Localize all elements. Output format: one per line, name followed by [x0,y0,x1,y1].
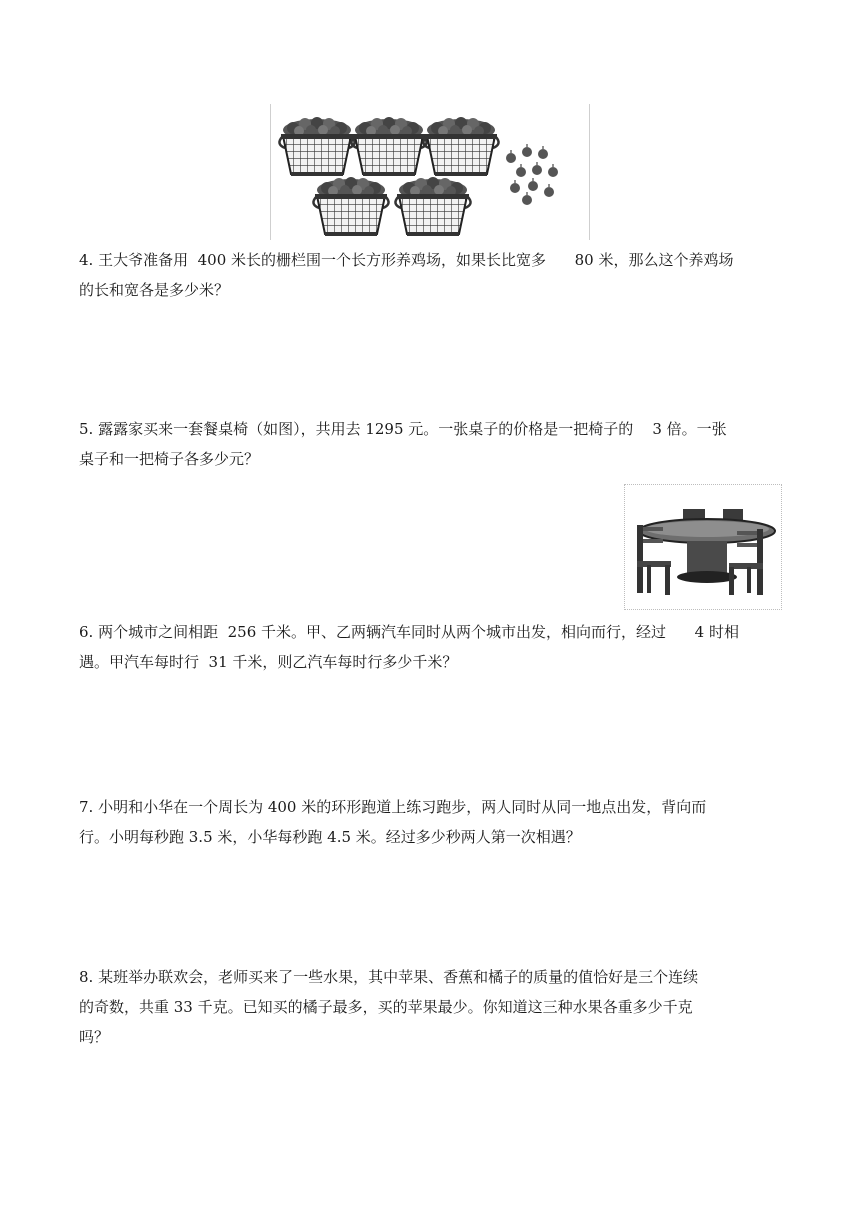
question-5-line-1: 5. 露露家买来一套餐桌椅（如图），共用去 1295 元。一张桌子的价格是一把椅子的 3 倍。一张 [79,420,727,438]
question-4-line-1: 4. 王大爷准备用 400 米长的栅栏围一个长方形养鸡场，如果长比宽多 80 米，那么这个养鸡场 [79,251,734,269]
question-6-line-1: 6. 两个城市之间相距 256 千米。甲、乙两辆汽车同时从两个城市出发，相向而行，经过 4 时相 [79,623,739,641]
dining-set-figure [624,484,782,610]
question-7-line-1: 7. 小明和小华在一个周长为 400 米的环形跑道上练习跑步，两人同时从同一地点出发，背向而 [79,798,707,816]
question-6 [79,617,779,677]
question-7-line-2: 行。小明每秒跑 3.5 米，小华每秒跑 4.5 米。经过多少秒两人第一次相遇？ [79,828,581,846]
question-8-line-1: 8. 某班举办联欢会，老师买来了一些水果，其中苹果、香蕉和橘子的质量的值恰好是三个连续 [79,968,699,986]
question-7 [79,792,779,852]
question-8 [79,962,779,1052]
question-4 [79,245,779,305]
question-8-line-3: 吗？ [79,1028,110,1046]
question-5-line-2: 桌子和一把椅子各多少元？ [79,450,260,468]
question-5 [79,414,779,474]
question-8-line-2: 的奇数，共重 33 千克。已知买的橘子最多，买的苹果最少。你知道这三种水果各重多少千克 [79,998,693,1016]
apple-basket-icon [271,104,589,240]
apple-baskets-figure [270,104,590,240]
dining-table-chairs-icon [625,485,781,609]
question-4-line-2: 的长和宽各是多少米？ [79,281,230,299]
question-6-line-2: 遇。甲汽车每时行 31 千米，则乙汽车每时行多少千米？ [79,653,458,671]
